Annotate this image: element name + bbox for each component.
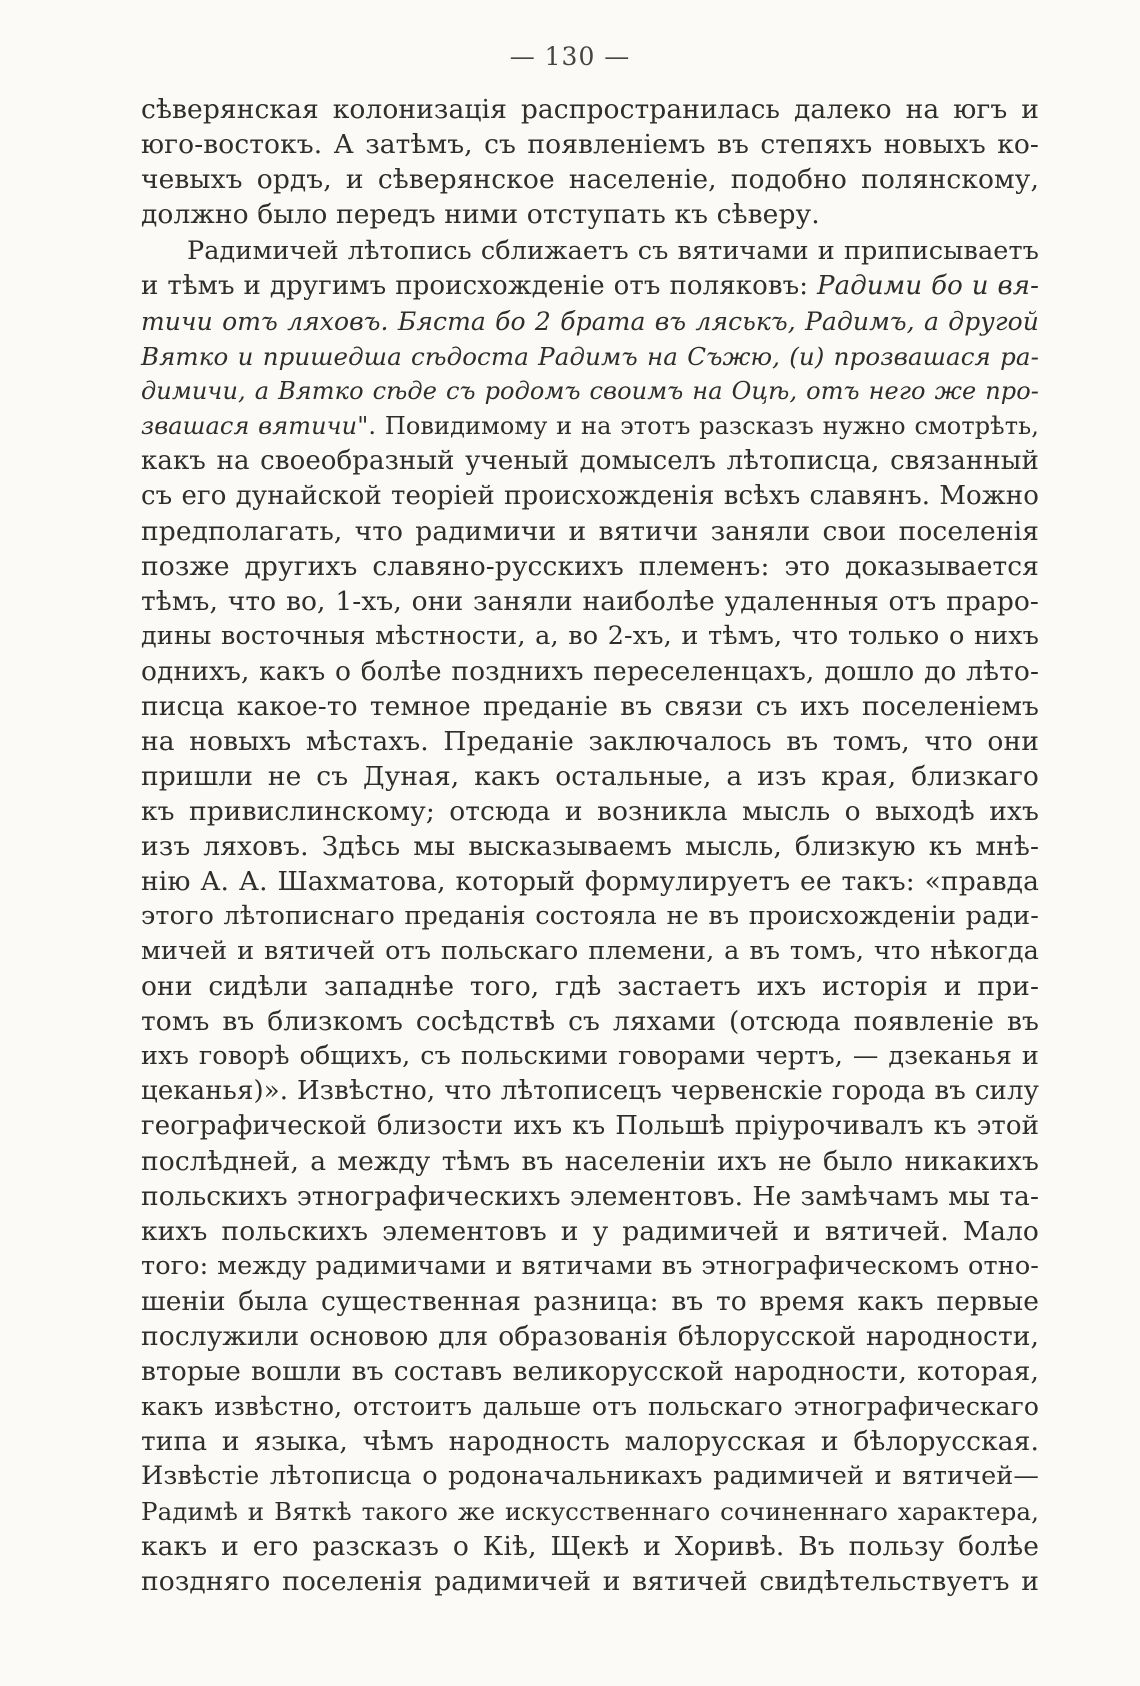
italic-quote: Вятко и пришедша сѣдоста Радимъ на Съжю, (и) прозвашася ра- <box>141 342 1039 371</box>
text-line: нію А. А. Шахматова, который формулируетъ ее такъ: «правда <box>141 866 1039 897</box>
text-line: однихъ, какъ о болѣе позднихъ переселенцахъ, дошло до лѣто- <box>141 656 1039 687</box>
text-line: кихъ польскихъ элементовъ и у радимичей и вятичей. Мало <box>141 1216 1039 1247</box>
text-line: чевыхъ ордъ, и сѣверянское населеніе, подобно полянскому, <box>141 164 1039 195</box>
text-line: этого лѣтописнаго преданія состояла не въ происхожденіи ради- <box>141 901 1039 931</box>
text-line: послужили основою для образованія бѣлорусской народности, <box>141 1321 1039 1352</box>
text-line: и тѣмъ и другимъ происхожденіе отъ поляковъ: Радими бо и вя- <box>141 271 1039 301</box>
text-line: изъ ляховъ. Здѣсь мы высказываемъ мысль, близкую къ мнѣ- <box>141 831 1039 862</box>
text-line: писца какое-то темное преданіе въ связи съ ихъ поселеніемъ <box>141 691 1039 722</box>
text-line: томъ въ близкомъ сосѣдствѣ съ ляхами (отсюда появленіе въ <box>141 1006 1039 1037</box>
text-line: Извѣстіе лѣтописца о родоначальникахъ радимичей и вятичей— <box>141 1461 1039 1491</box>
text-line: какъ и его разсказъ о Кіѣ, Щекѣ и Хоривѣ. Въ пользу болѣе <box>141 1531 1039 1562</box>
italic-quote: звашася вятичи <box>141 412 358 440</box>
text-line: вторые вошли въ составъ великорусской народности, которая, <box>141 1356 1039 1387</box>
text-line: цеканья)». Извѣстно, что лѣтописецъ червенскіе города въ силу <box>141 1076 1039 1106</box>
text-line: ихъ говорѣ общихъ, съ польскими говорами чертъ, — дзеканья и <box>141 1041 1039 1071</box>
text-line: къ привислинскому; отсюда и возникла мысль о выходѣ ихъ <box>141 796 1039 827</box>
text-line <box>141 374 1039 409</box>
text-line: шеніи была существенная разница: въ то время какъ первые <box>141 1286 1039 1317</box>
text-line: они сидѣли западнѣе того, гдѣ застаетъ ихъ исторія и при- <box>141 971 1039 1002</box>
text-line: какъ на своеобразный ученый домыселъ лѣтописца, связанный <box>141 446 1039 476</box>
text-line: пришли не съ Дуная, какъ остальные, а изъ края, близкаго <box>141 761 1039 792</box>
text-line: Радимичей лѣтопись сближаетъ съ вятичами и приписываетъ <box>187 236 1039 266</box>
italic-quote: тичи отъ ляховъ. Бяста бо 2 брата въ ляськъ, Радимъ, а другой <box>141 307 1039 336</box>
text-line: типа и языка, чѣмъ народность малорусская и бѣлорусская. <box>141 1426 1039 1457</box>
text-line: сѣверянская колонизація распространилась далеко на югъ и <box>141 94 1039 125</box>
text-line: звашася вятичи". Повидимому и на этотъ разсказъ нужно смотрѣть, <box>141 412 1039 440</box>
text-line: польскихъ этнографическихъ элементовъ. Не замѣчамъ мы та- <box>141 1181 1039 1212</box>
text-line: юго-востокъ. А затѣмъ, съ появленіемъ въ степяхъ новыхъ ко- <box>141 129 1039 160</box>
text-line <box>141 304 1039 339</box>
text-line: того: между радимичами и вятичами въ этнографическомъ отно- <box>141 1251 1039 1281</box>
text-line: тѣмъ, что во, 1-хъ, они заняли наиболѣе удаленныя отъ праро- <box>141 586 1039 617</box>
text-line: Радимѣ и Вяткѣ такого же искусственнаго сочиненнаго характера, <box>141 1497 1039 1526</box>
text-line: съ его дунайской теоріей происхожденія всѣхъ славянъ. Можно <box>141 481 1039 511</box>
page-number: — 130 — <box>509 42 631 71</box>
italic-quote: Радими бо и вя- <box>817 271 1039 301</box>
text-line: послѣдней, а между тѣмъ въ населеніи ихъ не было никакихъ <box>141 1146 1039 1177</box>
text-line: на новыхъ мѣстахъ. Преданіе заключалось въ томъ, что они <box>141 726 1039 757</box>
text-line: поздняго поселенія радимичей и вятичей свидѣтельствуетъ и <box>141 1566 1039 1597</box>
text-line: позже другихъ славяно-русскихъ племенъ: это доказывается <box>141 551 1039 582</box>
text-line: должно было передъ ними отступать къ сѣверу. <box>141 199 820 230</box>
italic-quote: димичи, а Вятко сѣде съ родомъ своимъ на Оцѣ, отъ него же про- <box>141 377 1039 405</box>
text-line: дины восточныя мѣстности, а, во 2-хъ, и тѣмъ, что только о нихъ <box>141 621 1039 651</box>
text-line: географической близости ихъ къ Польшѣ пріурочивалъ къ этой <box>141 1111 1039 1141</box>
text-line: какъ извѣстно, отстоитъ дальше отъ польскаго этнографическаго <box>141 1392 1039 1421</box>
text-line <box>141 339 1039 374</box>
text-line: предполагать, что радимичи и вятичи заняли свои поселенія <box>141 516 1039 547</box>
body-text <box>141 92 1039 1599</box>
text-line: мичей и вятичей отъ польскаго племени, а въ томъ, что нѣкогда <box>141 936 1039 966</box>
